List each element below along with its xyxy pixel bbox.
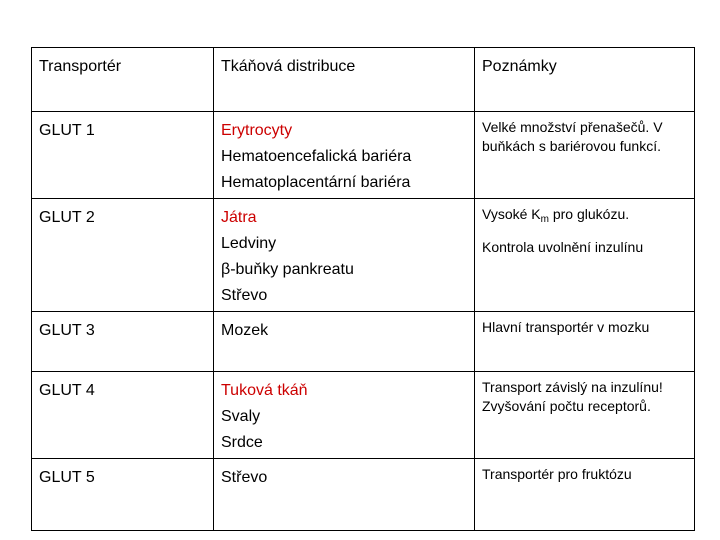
notes-cell: [475, 372, 695, 459]
notes-cell: [475, 312, 695, 372]
glut-transporter-table: [31, 47, 695, 531]
tissue-item: Střevo: [221, 287, 268, 304]
notes-cell: [475, 459, 695, 531]
table-row: [32, 459, 695, 531]
header-transporter: Transportér: [32, 48, 214, 112]
header-tissue-distribution: Tkáňová distribuce: [214, 48, 475, 112]
note-text: Transportér pro fruktózu: [482, 466, 632, 482]
tissue-item: Střevo: [221, 469, 268, 486]
note-km-before: Vysoké K: [482, 206, 541, 222]
table-row: [32, 312, 695, 372]
tissue-item: Tuková tkáň: [221, 382, 308, 399]
table-row: [32, 112, 695, 199]
tissue-cell: [214, 312, 475, 372]
tissue-item: Ledviny: [221, 235, 277, 252]
notes-cell: [475, 199, 695, 312]
note-text: Kontrola uvolnění inzulínu: [482, 239, 644, 255]
tissue-cell: [214, 112, 475, 199]
transporter-cell: GLUT 4: [32, 372, 214, 459]
tissue-item: Játra: [221, 209, 257, 226]
tissue-item: β-buňky pankreatu: [221, 261, 354, 278]
note-km-text: [482, 205, 687, 224]
tissue-cell: [214, 199, 475, 312]
tissue-item: Svaly: [221, 408, 261, 425]
transporter-cell: GLUT 1: [32, 112, 214, 199]
transporter-cell: GLUT 3: [32, 312, 214, 372]
note-km-after: pro glukózu.: [548, 206, 630, 222]
note-km-subscript: m: [540, 214, 549, 225]
notes-cell: [475, 112, 695, 199]
note-text: Velké množství přenašečů. V buňkách s bariérovou funkcí.: [482, 119, 663, 154]
transporter-cell: GLUT 2: [32, 199, 214, 312]
tissue-item: Srdce: [221, 434, 263, 451]
tissue-item: Mozek: [221, 322, 269, 339]
transporter-cell: GLUT 5: [32, 459, 214, 531]
table-row: [32, 372, 695, 459]
note-text: Hlavní transportér v mozku: [482, 319, 650, 335]
header-notes: Poznámky: [475, 48, 695, 112]
note-text: Transport závislý na inzulínu! Zvyšování počtu receptorů.: [482, 379, 663, 414]
tissue-item: Hematoplacentární bariéra: [221, 174, 411, 191]
tissue-item: Hematoencefalická bariéra: [221, 148, 412, 165]
tissue-item: Erytrocyty: [221, 122, 293, 139]
tissue-cell: [214, 459, 475, 531]
table-row: [32, 199, 695, 312]
tissue-cell: [214, 372, 475, 459]
table-header-row: [32, 48, 695, 112]
